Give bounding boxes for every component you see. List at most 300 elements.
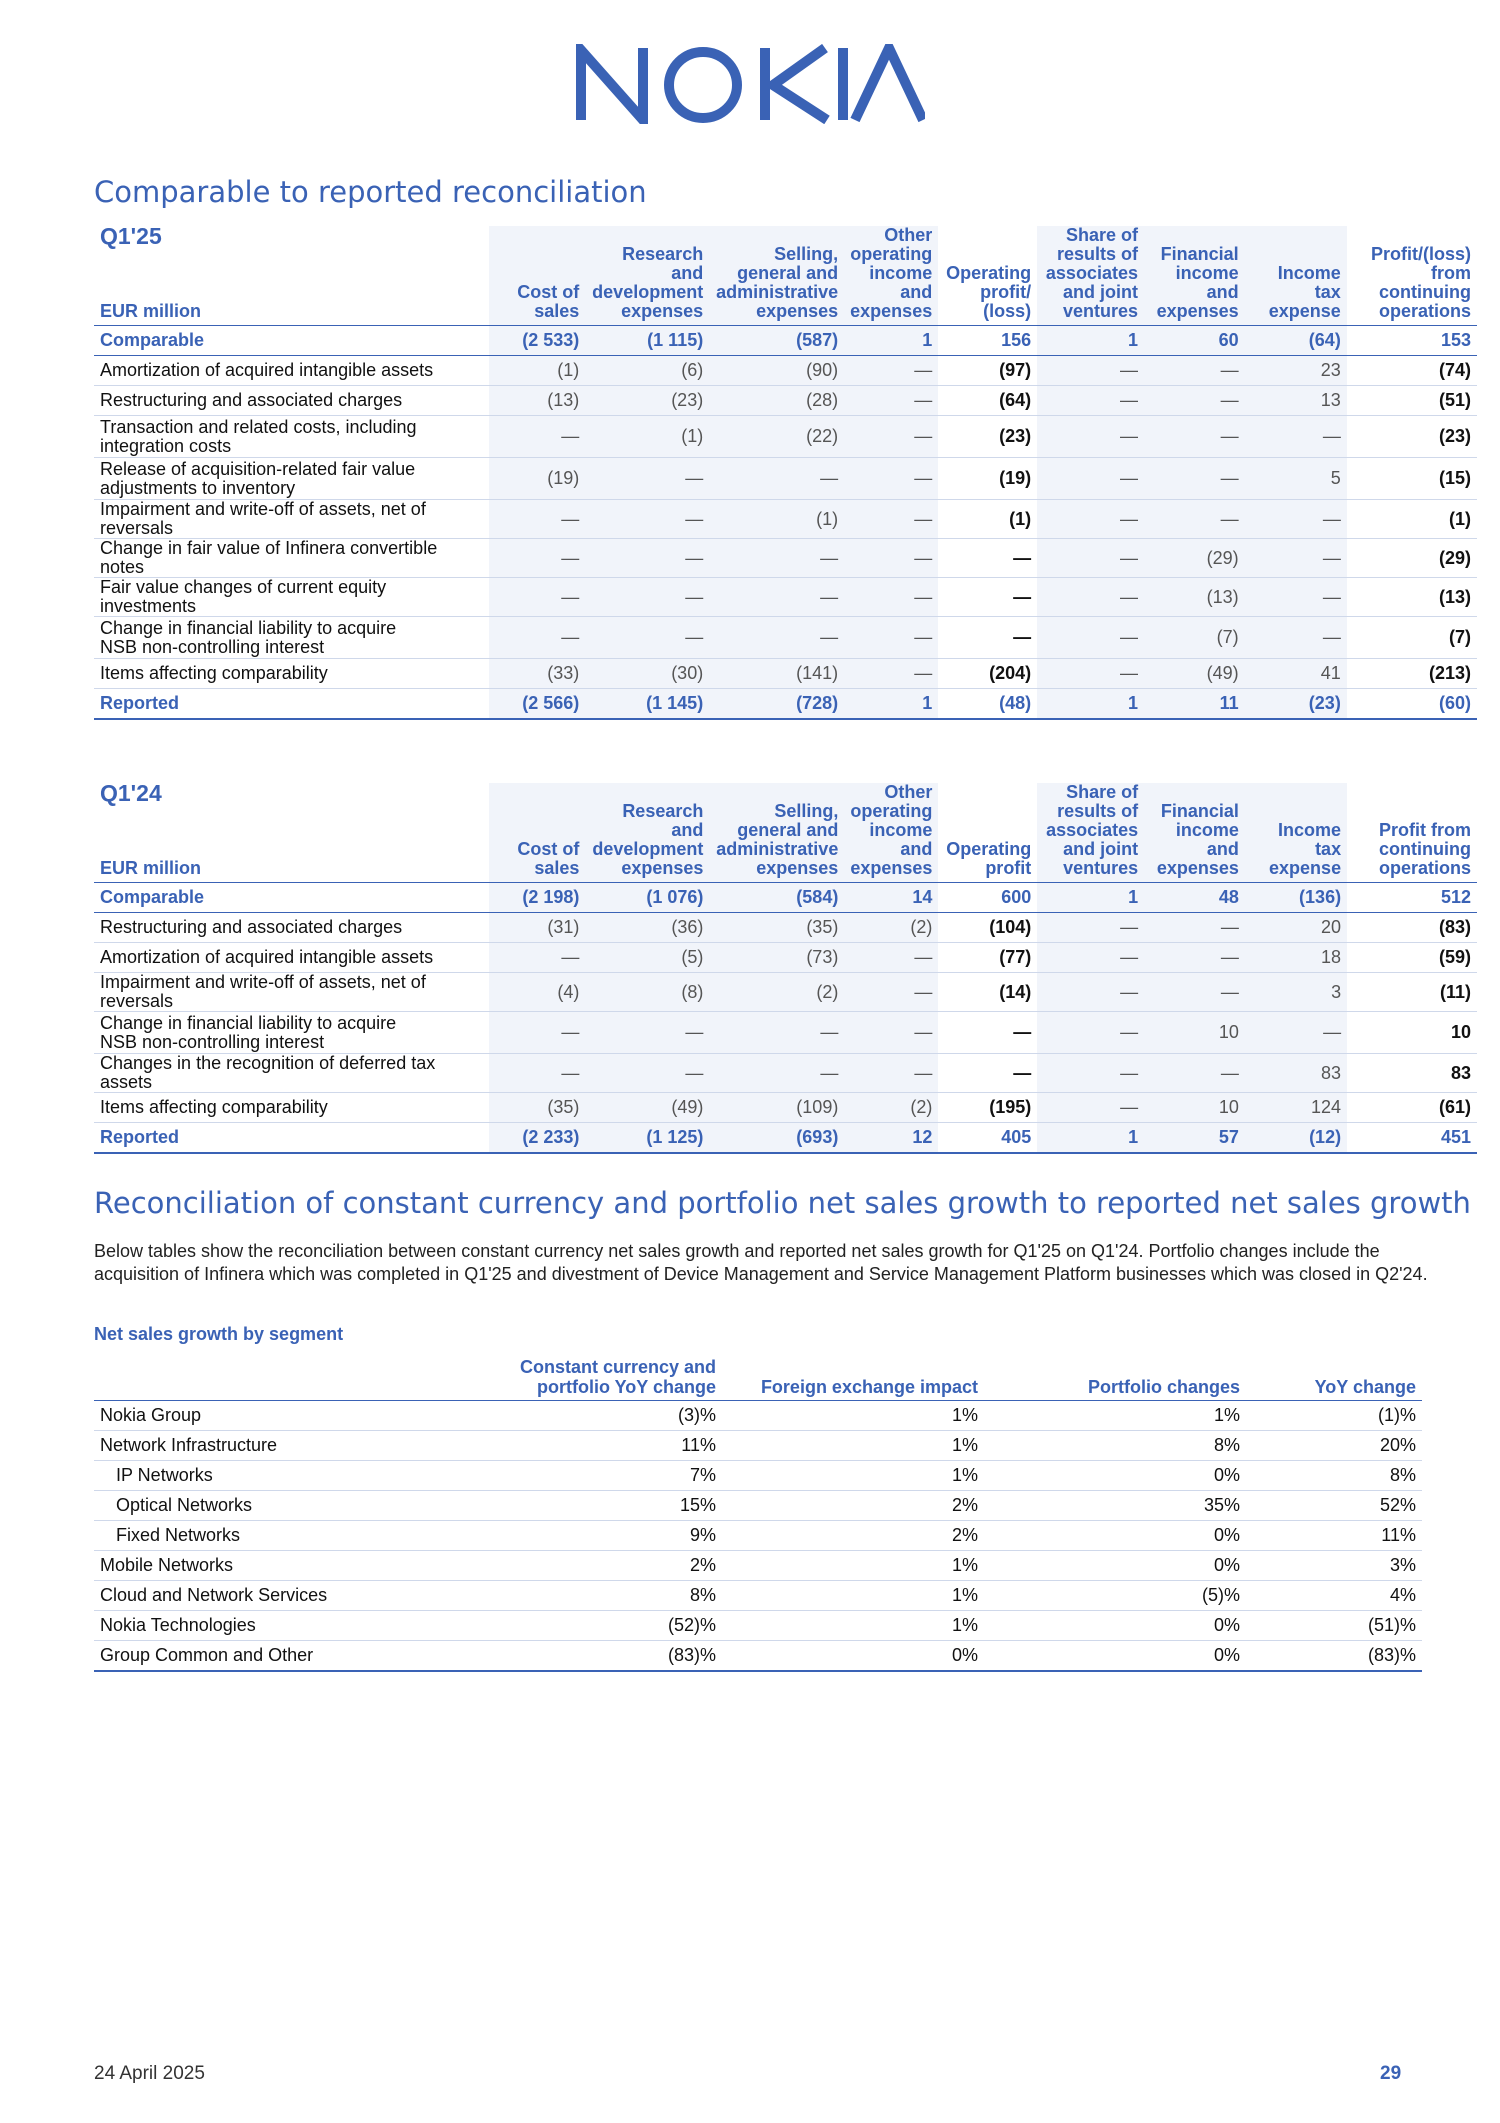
cell-value: — <box>489 1012 585 1054</box>
cell-value: (8) <box>585 973 709 1012</box>
cell-value: 3 <box>1245 973 1347 1012</box>
table-title: Net sales growth by segment <box>94 1324 344 1344</box>
cell-value: (22) <box>709 416 844 458</box>
q1-24-reconciliation-table <box>94 780 1477 1154</box>
segment-label: Nokia Group <box>100 1405 202 1425</box>
cell-value: — <box>1245 539 1347 578</box>
cell-value: (2 198) <box>489 883 585 913</box>
cell-value: (35) <box>709 913 844 943</box>
row-label: Transaction and related costs, including integration costs <box>100 416 417 456</box>
cell-value: 11% <box>1381 1525 1416 1545</box>
cell-value: 2% <box>951 1495 978 1515</box>
cell-value: (59) <box>1438 947 1471 967</box>
segment-label: Mobile Networks <box>100 1555 234 1575</box>
cell-value: (12) <box>1245 1123 1347 1154</box>
cell-value: (14) <box>999 981 1032 1002</box>
cell-value: 1 <box>1037 883 1144 913</box>
cell-value: (195) <box>989 1097 1032 1117</box>
column-header: Share of results of associates and joint ventures <box>1037 226 1144 326</box>
cell-value: 2% <box>689 1555 716 1575</box>
net-sales-growth-table <box>94 1357 1422 1672</box>
cell-value: (64) <box>999 390 1032 410</box>
cell-value: — <box>489 617 585 659</box>
cell-value: (51)% <box>1367 1615 1416 1635</box>
cell-value: 23 <box>1245 356 1347 386</box>
cell-value: (23) <box>1438 426 1471 446</box>
cell-value: — <box>1037 617 1144 659</box>
cell-value: 405 <box>1001 1127 1032 1147</box>
cell-value: 1% <box>951 1405 978 1425</box>
row-label: Amortization of acquired intangible assets <box>100 360 434 380</box>
cell-value: (1 076) <box>585 883 709 913</box>
cell-value: — <box>585 1012 709 1054</box>
cell-value: (1 125) <box>585 1123 709 1154</box>
cell-value: 41 <box>1245 659 1347 689</box>
table-row <box>94 578 1477 617</box>
cell-value: (23) <box>1245 689 1347 720</box>
cell-value: — <box>1037 943 1144 973</box>
cell-value: (97) <box>999 360 1032 380</box>
cell-value: (7) <box>1449 627 1471 647</box>
row-label: Changes in the recognition of deferred tax assets <box>100 1053 436 1092</box>
column-header: Other operating income and expenses <box>844 226 938 326</box>
cell-value: (213) <box>1428 663 1471 683</box>
row-label: Restructuring and associated charges <box>100 917 403 937</box>
column-header: Income tax expense <box>1245 783 1347 883</box>
cell-value: (1) <box>1449 508 1471 529</box>
cell-value: (60) <box>1438 693 1471 713</box>
row-label: Impairment and write-off of assets, net of reversals <box>100 972 426 1011</box>
row-label: Impairment and write-off of assets, net of reversals <box>100 499 426 538</box>
column-header: Constant currency and portfolio YoY change <box>519 1357 716 1397</box>
cell-value: (51) <box>1438 390 1471 410</box>
cell-value: — <box>1144 943 1245 973</box>
table-header-row <box>94 1357 1422 1401</box>
table-row <box>94 1611 1422 1641</box>
column-header: Profit/(loss) from continuing operations <box>1370 244 1471 321</box>
cell-value: (19) <box>999 468 1032 488</box>
cell-value: 2% <box>951 1525 978 1545</box>
cell-value: (61) <box>1438 1097 1471 1117</box>
table-row <box>94 458 1477 500</box>
cell-value: — <box>844 356 938 386</box>
cell-value: — <box>585 539 709 578</box>
cell-value: 0% <box>951 1645 978 1665</box>
table-row <box>94 659 1477 689</box>
table-row <box>94 386 1477 416</box>
row-label: Change in fair value of Infinera convertible notes <box>100 538 438 577</box>
cell-value: 124 <box>1245 1093 1347 1123</box>
cell-value: (1)% <box>1377 1405 1416 1425</box>
cell-value: — <box>844 1012 938 1054</box>
cell-value: (5) <box>585 943 709 973</box>
table-row <box>94 943 1477 973</box>
column-header: YoY change <box>1314 1377 1416 1397</box>
cell-value: 1% <box>951 1615 978 1635</box>
cell-value: (13) <box>489 386 585 416</box>
cell-value: 512 <box>1440 887 1471 907</box>
cell-value: — <box>489 1054 585 1093</box>
table-row <box>94 1491 1422 1521</box>
cell-value: — <box>709 458 844 500</box>
cell-value: — <box>1245 416 1347 458</box>
table-row <box>94 1461 1422 1491</box>
cell-value: (33) <box>489 659 585 689</box>
cell-value: — <box>1037 913 1144 943</box>
cell-value: (29) <box>1144 539 1245 578</box>
row-label: Comparable <box>100 887 205 907</box>
cell-value: 0% <box>1213 1465 1240 1485</box>
row-label: Comparable <box>100 330 205 350</box>
cell-value: 153 <box>1440 330 1471 350</box>
period-label: Q1'24 <box>100 780 162 806</box>
cell-value: — <box>1037 416 1144 458</box>
table-row <box>94 1641 1422 1672</box>
cell-value: 7% <box>689 1465 716 1485</box>
intro-paragraph: Below tables show the reconciliation between constant currency net sales growth and reported net sales growth for Q1'25 on Q1'24. Portfolio changes include the acquisition of Infinera which was completed in Q1'25 and divestment of Device Management and Service Management Platform businesses which was closed in Q2'24. <box>94 1241 1428 1284</box>
cell-value: — <box>1037 458 1144 500</box>
cell-value: (28) <box>709 386 844 416</box>
cell-value: (31) <box>489 913 585 943</box>
cell-value: 1% <box>951 1585 978 1605</box>
cell-value: — <box>489 943 585 973</box>
cell-value: 600 <box>1001 887 1032 907</box>
cell-value: (1 115) <box>585 326 709 356</box>
cell-value: — <box>489 539 585 578</box>
cell-value: (584) <box>709 883 844 913</box>
column-header: Operating profit/ (loss) <box>946 263 1032 321</box>
table-row <box>94 883 1477 913</box>
cell-value: — <box>844 386 938 416</box>
cell-value: (6) <box>585 356 709 386</box>
cell-value: 57 <box>1144 1123 1245 1154</box>
cell-value: 1% <box>951 1435 978 1455</box>
cell-value: 11 <box>1144 689 1245 720</box>
cell-value: 8% <box>689 1585 716 1605</box>
cell-value: — <box>1245 1012 1347 1054</box>
cell-value: 11% <box>681 1435 716 1455</box>
cell-value: (23) <box>999 426 1032 446</box>
table-row <box>94 973 1477 1012</box>
cell-value: (77) <box>999 947 1032 967</box>
cell-value: (11) <box>1439 981 1471 1002</box>
cell-value: — <box>709 1012 844 1054</box>
cell-value: (48) <box>999 693 1032 713</box>
cell-value: 0% <box>1213 1555 1240 1575</box>
segment-label: IP Networks <box>116 1465 213 1485</box>
cell-value: — <box>844 578 938 617</box>
cell-value: — <box>1144 356 1245 386</box>
cell-value: — <box>1144 973 1245 1012</box>
q1-25-reconciliation-table <box>94 223 1477 720</box>
cell-value: 12 <box>844 1123 938 1154</box>
cell-value: (104) <box>989 917 1032 937</box>
cell-value: — <box>1013 586 1032 607</box>
cell-value: 35% <box>1203 1495 1240 1515</box>
cell-value: (587) <box>709 326 844 356</box>
table-row <box>94 1012 1477 1054</box>
column-header: Financial income and expenses <box>1144 226 1245 326</box>
segment-label: Nokia Technologies <box>100 1615 256 1635</box>
cell-value: (2 233) <box>489 1123 585 1154</box>
segment-label: Network Infrastructure <box>100 1435 278 1455</box>
row-label: Release of acquisition-related fair value adjustments to inventory <box>100 458 416 498</box>
cell-value: 1 <box>844 326 938 356</box>
cell-value: — <box>844 659 938 689</box>
cell-value: — <box>1013 1062 1032 1083</box>
row-label: Fair value changes of current equity investments <box>100 577 387 616</box>
cell-value: (83)% <box>1367 1645 1416 1665</box>
row-label: Items affecting comparability <box>100 1097 328 1117</box>
cell-value: — <box>1037 1093 1144 1123</box>
cell-value: — <box>709 1054 844 1093</box>
cell-value: — <box>1013 547 1032 568</box>
table-row <box>94 326 1477 356</box>
cell-value: 15% <box>679 1495 716 1515</box>
cell-value: 1% <box>951 1555 978 1575</box>
cell-value: (1) <box>585 416 709 458</box>
cell-value: — <box>844 539 938 578</box>
cell-value: 83 <box>1450 1062 1471 1083</box>
table-row <box>94 500 1477 539</box>
cell-value: 10 <box>1144 1093 1245 1123</box>
nokia-logo <box>0 44 1500 129</box>
cell-value: (728) <box>709 689 844 720</box>
table-row <box>94 1581 1422 1611</box>
cell-value: — <box>709 539 844 578</box>
cell-value: — <box>709 578 844 617</box>
cell-value: (23) <box>585 386 709 416</box>
table-row <box>94 539 1477 578</box>
table-row <box>94 1054 1477 1093</box>
cell-value: 52% <box>1379 1495 1416 1515</box>
table-row <box>94 1431 1422 1461</box>
cell-value: — <box>1144 500 1245 539</box>
table-row <box>94 1093 1477 1123</box>
cell-value: — <box>1245 617 1347 659</box>
cell-value: 20% <box>1379 1435 1416 1455</box>
cell-value: (693) <box>709 1123 844 1154</box>
cell-value: 10 <box>1144 1012 1245 1054</box>
cell-value: 1% <box>1213 1405 1240 1425</box>
cell-value: 3% <box>1389 1555 1416 1575</box>
table-row <box>94 1401 1422 1431</box>
cell-value: (5)% <box>1201 1585 1240 1605</box>
cell-value: — <box>1037 1054 1144 1093</box>
cell-value: (3)% <box>677 1405 716 1425</box>
cell-value: (7) <box>1144 617 1245 659</box>
cell-value: — <box>1037 659 1144 689</box>
cell-value: — <box>1013 627 1032 647</box>
cell-value: 1% <box>951 1465 978 1485</box>
table-row <box>94 1521 1422 1551</box>
cell-value: (13) <box>1438 586 1471 607</box>
table-row <box>94 1123 1477 1154</box>
cell-value: (1) <box>709 500 844 539</box>
column-header: Operating profit <box>946 839 1032 878</box>
cell-value: (13) <box>1144 578 1245 617</box>
cell-value: 83 <box>1245 1054 1347 1093</box>
column-header: Selling, general and administrative expenses <box>709 226 844 326</box>
cell-value: — <box>585 500 709 539</box>
cell-value: — <box>709 617 844 659</box>
segment-label: Cloud and Network Services <box>100 1585 328 1605</box>
period-label: Q1'25 <box>100 223 162 249</box>
column-header: Research and development expenses <box>585 226 709 326</box>
cell-value: — <box>1144 458 1245 500</box>
row-label: Change in financial liability to acquire NSB non-controlling interest <box>100 617 397 657</box>
column-header: Cost of sales <box>489 226 585 326</box>
cell-value: (2) <box>844 913 938 943</box>
cell-value: — <box>1245 578 1347 617</box>
cell-value: — <box>1144 416 1245 458</box>
row-label: Restructuring and associated charges <box>100 390 403 410</box>
cell-value: — <box>844 1054 938 1093</box>
cell-value: (64) <box>1245 326 1347 356</box>
cell-value: (1 145) <box>585 689 709 720</box>
page-number: 29 <box>1380 2063 1402 2084</box>
cell-value: — <box>585 578 709 617</box>
cell-value: 0% <box>1213 1615 1240 1635</box>
cell-value: 9% <box>689 1525 716 1545</box>
cell-value: — <box>489 416 585 458</box>
cell-value: — <box>585 458 709 500</box>
table-row <box>94 356 1477 386</box>
cell-value: (15) <box>1438 468 1471 488</box>
cell-value: (73) <box>709 943 844 973</box>
unit-label: EUR million <box>100 858 202 878</box>
table-row <box>94 913 1477 943</box>
cell-value: 1 <box>844 689 938 720</box>
cell-value: — <box>1144 386 1245 416</box>
column-header: Cost of sales <box>489 783 585 883</box>
cell-value: — <box>1037 578 1144 617</box>
cell-value: — <box>1037 973 1144 1012</box>
table-row <box>94 689 1477 720</box>
cell-value: 8% <box>1213 1435 1240 1455</box>
cell-value: — <box>844 973 938 1012</box>
cell-value: 156 <box>1001 330 1032 350</box>
cell-value: (29) <box>1438 547 1471 568</box>
cell-value: — <box>844 458 938 500</box>
row-label: Amortization of acquired intangible assets <box>100 947 434 967</box>
cell-value: — <box>1144 1054 1245 1093</box>
row-label: Reported <box>100 693 180 713</box>
cell-value: (83) <box>1438 917 1471 937</box>
table-row <box>94 1551 1422 1581</box>
cell-value: 1 <box>1037 1123 1144 1154</box>
cell-value: (19) <box>489 458 585 500</box>
cell-value: 5 <box>1245 458 1347 500</box>
footer-date: 24 April 2025 <box>94 2063 205 2084</box>
cell-value: 10 <box>1450 1022 1471 1042</box>
cell-value: (35) <box>489 1093 585 1123</box>
column-header: Financial income and expenses <box>1144 783 1245 883</box>
cell-value: 1 <box>1037 326 1144 356</box>
column-header: Profit from continuing operations <box>1378 820 1471 878</box>
cell-value: — <box>1037 1012 1144 1054</box>
segment-label: Group Common and Other <box>100 1645 314 1665</box>
cell-value: — <box>844 416 938 458</box>
cell-value: (30) <box>585 659 709 689</box>
table-row <box>94 617 1477 659</box>
section-title-net-sales-growth: Reconciliation of constant currency and portfolio net sales growth to reported net sales growth <box>94 1186 1471 1220</box>
cell-value: (74) <box>1438 360 1471 380</box>
cell-value: — <box>1013 1022 1032 1042</box>
column-header: Other operating income and expenses <box>844 783 938 883</box>
cell-value: — <box>844 500 938 539</box>
cell-value: — <box>1037 386 1144 416</box>
column-header: Selling, general and administrative expenses <box>709 783 844 883</box>
cell-value: (2) <box>844 1093 938 1123</box>
cell-value: — <box>489 500 585 539</box>
column-header: Share of results of associates and joint ventures <box>1037 783 1144 883</box>
cell-value: — <box>1144 913 1245 943</box>
cell-value: (204) <box>989 663 1032 683</box>
cell-value: (83)% <box>667 1645 716 1665</box>
cell-value: 4% <box>1389 1585 1416 1605</box>
cell-value: — <box>844 943 938 973</box>
cell-value: (36) <box>585 913 709 943</box>
cell-value: — <box>1037 500 1144 539</box>
table-header-row <box>94 226 1477 326</box>
cell-value: 451 <box>1440 1127 1471 1147</box>
column-header: Income tax expense <box>1245 226 1347 326</box>
cell-value: (1) <box>1009 508 1032 529</box>
cell-value: (49) <box>1144 659 1245 689</box>
cell-value: 14 <box>844 883 938 913</box>
cell-value: 0% <box>1213 1525 1240 1545</box>
cell-value: — <box>489 578 585 617</box>
cell-value: (90) <box>709 356 844 386</box>
cell-value: 48 <box>1144 883 1245 913</box>
segment-label: Fixed Networks <box>116 1525 241 1545</box>
cell-value: — <box>1037 356 1144 386</box>
cell-value: 0% <box>1213 1645 1240 1665</box>
cell-value: 18 <box>1245 943 1347 973</box>
cell-value: 1 <box>1037 689 1144 720</box>
row-label: Items affecting comparability <box>100 663 328 683</box>
column-header: Foreign exchange impact <box>760 1377 978 1397</box>
cell-value: 60 <box>1144 326 1245 356</box>
cell-value: — <box>1245 500 1347 539</box>
segment-label: Optical Networks <box>116 1495 253 1515</box>
column-header: Portfolio changes <box>1087 1377 1240 1397</box>
cell-value: 20 <box>1245 913 1347 943</box>
row-label: Change in financial liability to acquire NSB non-controlling interest <box>100 1012 397 1052</box>
cell-value: — <box>844 617 938 659</box>
cell-value: (2 566) <box>489 689 585 720</box>
cell-value: — <box>1037 539 1144 578</box>
unit-label: EUR million <box>100 301 202 321</box>
table-header-row <box>94 783 1477 883</box>
section-title-reconciliation: Comparable to reported reconciliation <box>94 175 647 209</box>
cell-value: (2) <box>709 973 844 1012</box>
cell-value: (2 533) <box>489 326 585 356</box>
cell-value: (136) <box>1245 883 1347 913</box>
cell-value: — <box>585 1054 709 1093</box>
cell-value: (52)% <box>667 1615 716 1635</box>
cell-value: (4) <box>489 973 585 1012</box>
cell-value: (141) <box>709 659 844 689</box>
cell-value: 13 <box>1245 386 1347 416</box>
column-header: Research and development expenses <box>585 783 709 883</box>
cell-value: — <box>585 617 709 659</box>
cell-value: 8% <box>1389 1465 1416 1485</box>
cell-value: (49) <box>585 1093 709 1123</box>
row-label: Reported <box>100 1127 180 1147</box>
table-row <box>94 416 1477 458</box>
